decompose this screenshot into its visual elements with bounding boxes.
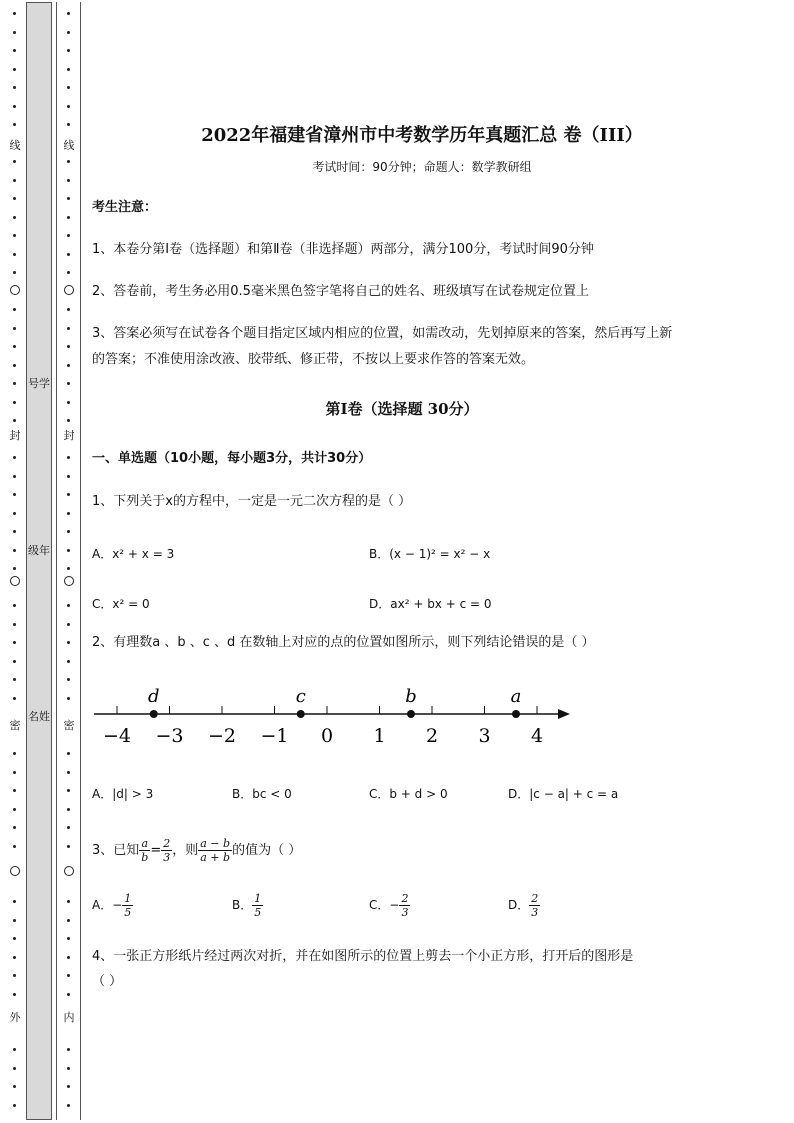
binding-dot (13, 12, 16, 15)
number-line-tick-label: 0 (320, 725, 334, 747)
binding-dot (67, 937, 70, 940)
binding-dot (13, 1067, 16, 1070)
q3-given-fraction: $\frac{a}{b}$ (141, 837, 149, 864)
binding-dot (67, 179, 70, 182)
binding-dot (13, 752, 16, 755)
q2-option-a: A．|d| > 3 (92, 787, 154, 801)
notice-item-3: 3、答案必须写在试卷各个题目指定区域内相应的位置，如需改动，先划掉原来的答案，然后再写上新 (92, 326, 673, 341)
q4-answer-paren: （ ） (92, 974, 123, 989)
binding-mark: 密 (63, 719, 75, 732)
binding-dot (13, 993, 16, 996)
binding-dot (67, 530, 70, 533)
binding-dot (13, 475, 16, 478)
binding-dot (67, 160, 70, 163)
binding-mark: 密 (9, 719, 21, 732)
notice-item-1: 1、本卷分第I卷（选择题）和第Ⅱ卷（非选择题）两部分，满分100分，考试时间90分钟 (92, 242, 594, 257)
binding-dot (67, 271, 70, 274)
binding-dot (13, 604, 16, 607)
binding-dot (67, 752, 70, 755)
student-info-band (26, 2, 52, 1120)
binding-dot (13, 826, 16, 829)
outer-dotted-line (8, 0, 22, 1123)
q1-stem: 1、下列关于x的方程中，一定是一元二次方程的是（ ） (92, 494, 412, 509)
binding-dot (13, 956, 16, 959)
binding-dot (13, 419, 16, 422)
binding-circle (64, 576, 74, 586)
number-line-point-label: a (510, 686, 522, 707)
binding-dot (13, 197, 16, 200)
binding-dot (67, 493, 70, 496)
binding-dot (67, 475, 70, 478)
number-line-point (297, 710, 305, 718)
binding-dot (13, 456, 16, 459)
q3-option-c: C．− $\frac{2}{3}$ (369, 892, 409, 919)
binding-dot (13, 567, 16, 570)
binding-dot (67, 31, 70, 34)
binding-dot (67, 456, 70, 459)
binding-dot (13, 401, 16, 404)
binding-dot (67, 993, 70, 996)
notice-heading: 考生注意： (92, 200, 158, 215)
binding-dot (67, 197, 70, 200)
number-line-tick-label: −3 (155, 725, 184, 747)
binding-dot (13, 160, 16, 163)
binding-dot (67, 68, 70, 71)
binding-dot (13, 179, 16, 182)
binding-circle (10, 866, 20, 876)
inner-dotted-line (62, 0, 76, 1123)
binding-circle (64, 866, 74, 876)
binding-dot (13, 678, 16, 681)
binding-dot (13, 697, 16, 700)
binding-dot (13, 105, 16, 108)
binding-mark: 封 (63, 429, 75, 442)
binding-dot (13, 623, 16, 626)
binding-dot (13, 845, 16, 848)
binding-dot (67, 1067, 70, 1070)
q4-stem: 4、一张正方形纸片经过两次对折，并在如图所示的位置上剪去一个小正方形，打开后的图形是 (92, 949, 634, 964)
binding-dot (67, 105, 70, 108)
number-line-point (407, 710, 415, 718)
binding-dot (67, 567, 70, 570)
part-heading: 一、单选题（10小题，每小题3分，共计30分） (92, 451, 372, 466)
number-line-arrow (558, 709, 570, 719)
binding-dot (67, 1048, 70, 1051)
binding-dot (13, 31, 16, 34)
q1-option-a: A．x² + x = 3 (92, 547, 175, 561)
binding-dot (67, 512, 70, 515)
binding-margin (0, 0, 82, 1123)
binding-dot (67, 327, 70, 330)
binding-dot (67, 808, 70, 811)
binding-dot (67, 123, 70, 126)
binding-mark: 线 (63, 139, 75, 152)
q1-option-c: C．x² = 0 (92, 597, 150, 611)
binding-dot (67, 86, 70, 89)
number-line-tick-label: −1 (260, 725, 289, 747)
binding-circle (64, 285, 74, 295)
binding-dot (13, 641, 16, 644)
binding-dot (13, 808, 16, 811)
binding-dot (13, 1085, 16, 1088)
name-field-label: 名姓 (28, 710, 50, 723)
q2-option-b: B．bc < 0 (232, 787, 292, 801)
q3-option-b: B． $\frac{1}{5}$ (232, 892, 262, 919)
notice-item-3-cont: 的答案；不准使用涂改液、胶带纸、修正带，不按以上要求作答的答案无效。 (92, 352, 535, 367)
binding-dot (67, 419, 70, 422)
number-line-point-label: c (295, 686, 306, 707)
number-line-tick-label: −2 (207, 725, 237, 747)
number-line-point (150, 710, 158, 718)
notice-item-2: 2、答卷前，考生务必用0.5毫米黑色签字笔将自己的姓名、班级填写在试卷规定位置上 (92, 284, 589, 299)
q3-option-a: A．− $\frac{1}{5}$ (92, 892, 132, 919)
class-field-label: 级年 (28, 544, 50, 557)
binding-dot (13, 789, 16, 792)
q2-stem: 2、有理数a 、b 、c 、d 在数轴上对应的点的位置如图所示，则下列结论错误的是（ ） (92, 635, 595, 650)
binding-dot (67, 623, 70, 626)
binding-dot (67, 216, 70, 219)
binding-dot (67, 234, 70, 237)
binding-dot (13, 1104, 16, 1107)
number-line-tick-label: 2 (425, 725, 439, 747)
q3-given-value: $\frac{2}{3}$ (163, 837, 171, 864)
number-line-tick-label: 1 (373, 725, 386, 747)
binding-dot (67, 660, 70, 663)
binding-dot (67, 345, 70, 348)
binding-dot (67, 549, 70, 552)
q1-option-d: D．ax² + bx + c = 0 (369, 597, 492, 611)
binding-dot (13, 974, 16, 977)
binding-dot (67, 789, 70, 792)
binding-dot (13, 271, 16, 274)
binding-dot (67, 919, 70, 922)
binding-dot (67, 1104, 70, 1107)
binding-dot (13, 123, 16, 126)
binding-dot (13, 364, 16, 367)
binding-dot (13, 308, 16, 311)
binding-mark: 封 (9, 429, 21, 442)
number-line-tick-label: 3 (478, 725, 491, 747)
binding-dot (13, 937, 16, 940)
binding-dot (13, 86, 16, 89)
student-id-field-label: 号学 (28, 377, 50, 390)
binding-dot (67, 401, 70, 404)
binding-dot (13, 382, 16, 385)
binding-dot (13, 216, 16, 219)
binding-dot (67, 826, 70, 829)
q3-stem: 3、已知 $\frac{a}{b}$ = $\frac{2}{3}$ ，则 $\frac{a - b}{a + b}$ 的值为（ ） (92, 837, 302, 864)
binding-mark: 外 (9, 1011, 21, 1024)
number-line-tick-label: 4 (530, 725, 544, 747)
binding-dot (13, 253, 16, 256)
binding-dot (13, 549, 16, 552)
binding-dot (67, 845, 70, 848)
binding-dot (67, 49, 70, 52)
binding-dot (13, 49, 16, 52)
binding-mark: 内 (63, 1011, 75, 1024)
binding-dot (13, 68, 16, 71)
binding-dot (67, 308, 70, 311)
binding-dot (67, 771, 70, 774)
binding-dot (13, 660, 16, 663)
binding-dot (67, 678, 70, 681)
binding-dot (67, 253, 70, 256)
q2-option-c: C．b + d > 0 (369, 787, 448, 801)
binding-dot (13, 900, 16, 903)
number-line-point (512, 710, 520, 718)
binding-dot (13, 919, 16, 922)
binding-dot (13, 1048, 16, 1051)
binding-circle (10, 576, 20, 586)
binding-dot (67, 697, 70, 700)
number-line-point-label: d (147, 686, 160, 707)
binding-dot (13, 530, 16, 533)
binding-dot (67, 364, 70, 367)
binding-dot (67, 382, 70, 385)
section-title: 第I卷（选择题 30分） (325, 400, 479, 418)
exam-title: 2022年福建省漳州市中考数学历年真题汇总 卷（III） (201, 125, 643, 146)
binding-dot (13, 345, 16, 348)
q2-option-d: D．|c − a| + c = a (508, 787, 619, 801)
binding-mark: 线 (9, 139, 21, 152)
binding-dot (13, 771, 16, 774)
binding-dot (67, 900, 70, 903)
q3-option-d: D． $\frac{2}{3}$ (508, 892, 539, 919)
binding-dot (67, 641, 70, 644)
number-line-figure (92, 680, 582, 750)
exam-subtitle: 考试时间：90分钟；命题人：数学教研组 (312, 160, 532, 174)
binding-dot (67, 1085, 70, 1088)
binding-dot (67, 974, 70, 977)
binding-dot (13, 512, 16, 515)
binding-dot (13, 493, 16, 496)
q1-option-b: B．(x − 1)² = x² − x (369, 547, 491, 561)
binding-dot (67, 956, 70, 959)
number-line-point-label: b (405, 686, 417, 707)
binding-dot (67, 604, 70, 607)
binding-dot (13, 327, 16, 330)
q3-expression: $\frac{a - b}{a + b}$ (200, 837, 231, 864)
binding-dot (13, 234, 16, 237)
binding-dot (67, 12, 70, 15)
number-line-tick-label: −4 (102, 725, 132, 747)
binding-circle (10, 285, 20, 295)
